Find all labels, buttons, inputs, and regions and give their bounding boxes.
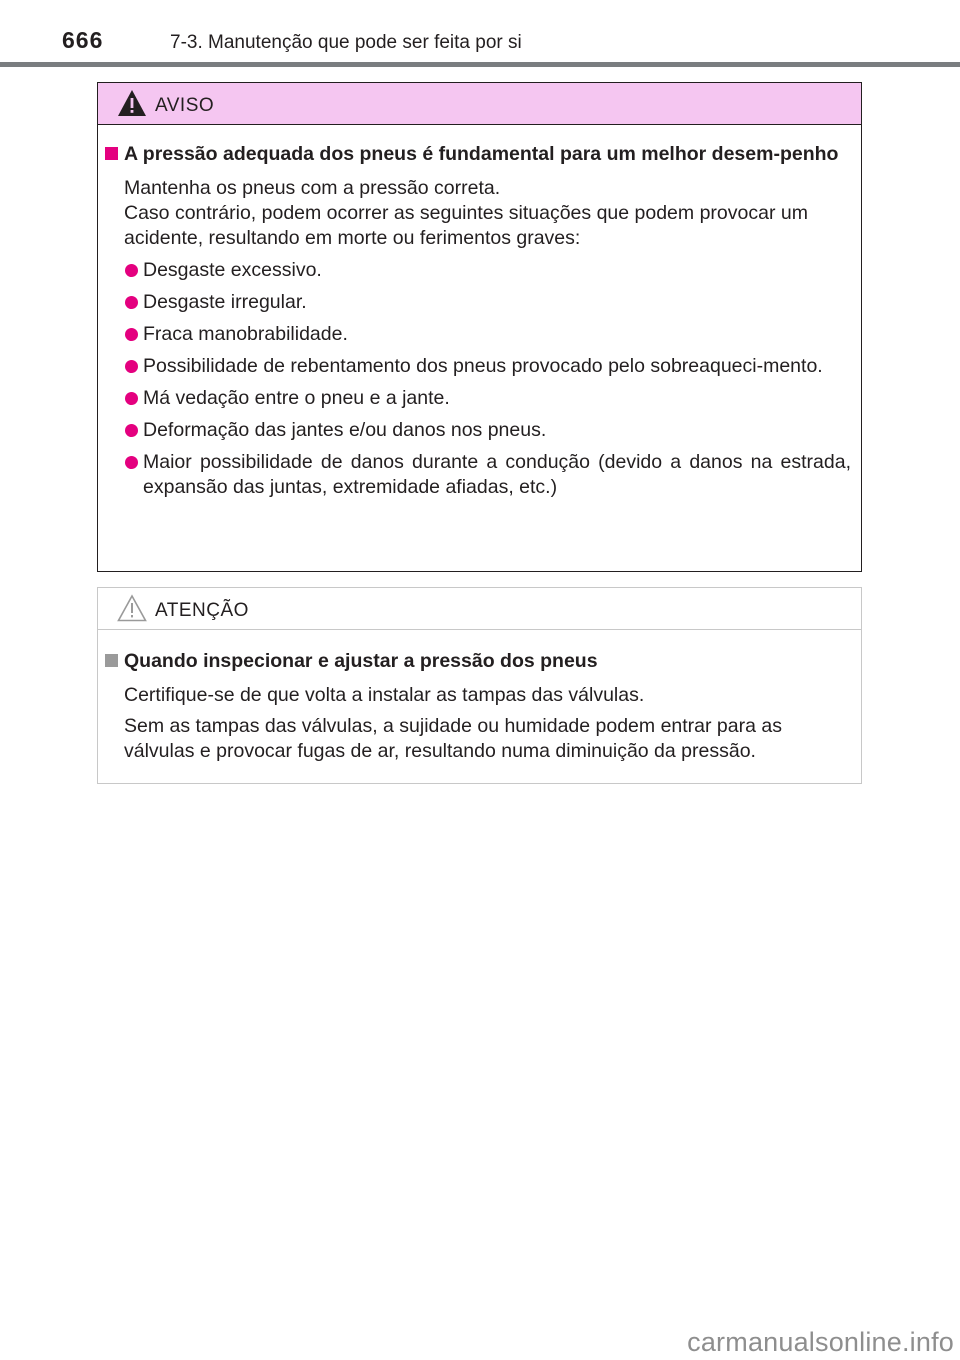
watermark: carmanualsonline.info xyxy=(687,1327,954,1357)
bullet-dot-icon xyxy=(125,456,138,469)
caution-box xyxy=(97,587,862,784)
bullet-dot-icon xyxy=(125,360,138,373)
caution-item-title: Quando inspecionar e ajustar a pressão dos pneus xyxy=(124,649,851,674)
caution-paragraph-1: Certifique-se de que volta a instalar as tampas das válvulas. xyxy=(124,684,645,706)
warning-item-title: A pressão adequada dos pneus é fundamental para um melhor desem-penho xyxy=(124,142,851,167)
list-item: Fraca manobrabilidade. xyxy=(124,322,851,347)
caution-paragraph-2: Sem as tampas das válvulas, a sujidade ou humidade podem entrar para as válvulas e provocar fugas de ar, resultando numa diminuição da pressão. xyxy=(124,715,782,762)
warning-box-header xyxy=(98,83,861,125)
caution-box-header xyxy=(98,588,861,630)
bullet-dot-icon xyxy=(125,328,138,341)
list-item: Desgaste irregular. xyxy=(124,290,851,315)
warning-bullet-list xyxy=(124,258,851,500)
list-item: Má vedação entre o pneu e a jante. xyxy=(124,386,851,411)
page-number: 666 xyxy=(62,27,104,53)
warning-body xyxy=(98,125,861,500)
section-title: 7-3. Manutenção que pode ser feita por si xyxy=(170,32,522,53)
caution-label: ATENÇÃO xyxy=(155,600,249,621)
bullet-dot-icon xyxy=(125,392,138,405)
caution-body xyxy=(98,630,861,764)
square-bullet-icon xyxy=(105,147,118,160)
warning-label: AVISO xyxy=(155,95,215,116)
caution-triangle-icon xyxy=(117,594,147,622)
list-item: Maior possibilidade de danos durante a condução (devido a danos na estrada, expansão das juntas, extremidade afiadas, etc.) xyxy=(124,450,851,500)
square-bullet-icon xyxy=(105,654,118,667)
warning-triangle-icon xyxy=(117,89,147,117)
header-rule xyxy=(0,62,960,67)
page-header xyxy=(0,0,960,70)
warning-box xyxy=(97,82,862,572)
bullet-dot-icon xyxy=(125,264,138,277)
bullet-dot-icon xyxy=(125,424,138,437)
warning-intro-line1: Mantenha os pneus com a pressão correta. xyxy=(124,177,501,199)
bullet-dot-icon xyxy=(125,296,138,309)
list-item: Deformação das jantes e/ou danos nos pneus. xyxy=(124,418,851,443)
list-item: Desgaste excessivo. xyxy=(124,258,851,283)
warning-intro-line2: Caso contrário, podem ocorrer as seguintes situações que podem provocar um acidente, resultando em morte ou ferimentos graves: xyxy=(124,202,808,249)
warning-intro xyxy=(124,176,851,251)
list-item: Possibilidade de rebentamento dos pneus provocado pelo sobreaqueci-mento. xyxy=(124,354,851,379)
